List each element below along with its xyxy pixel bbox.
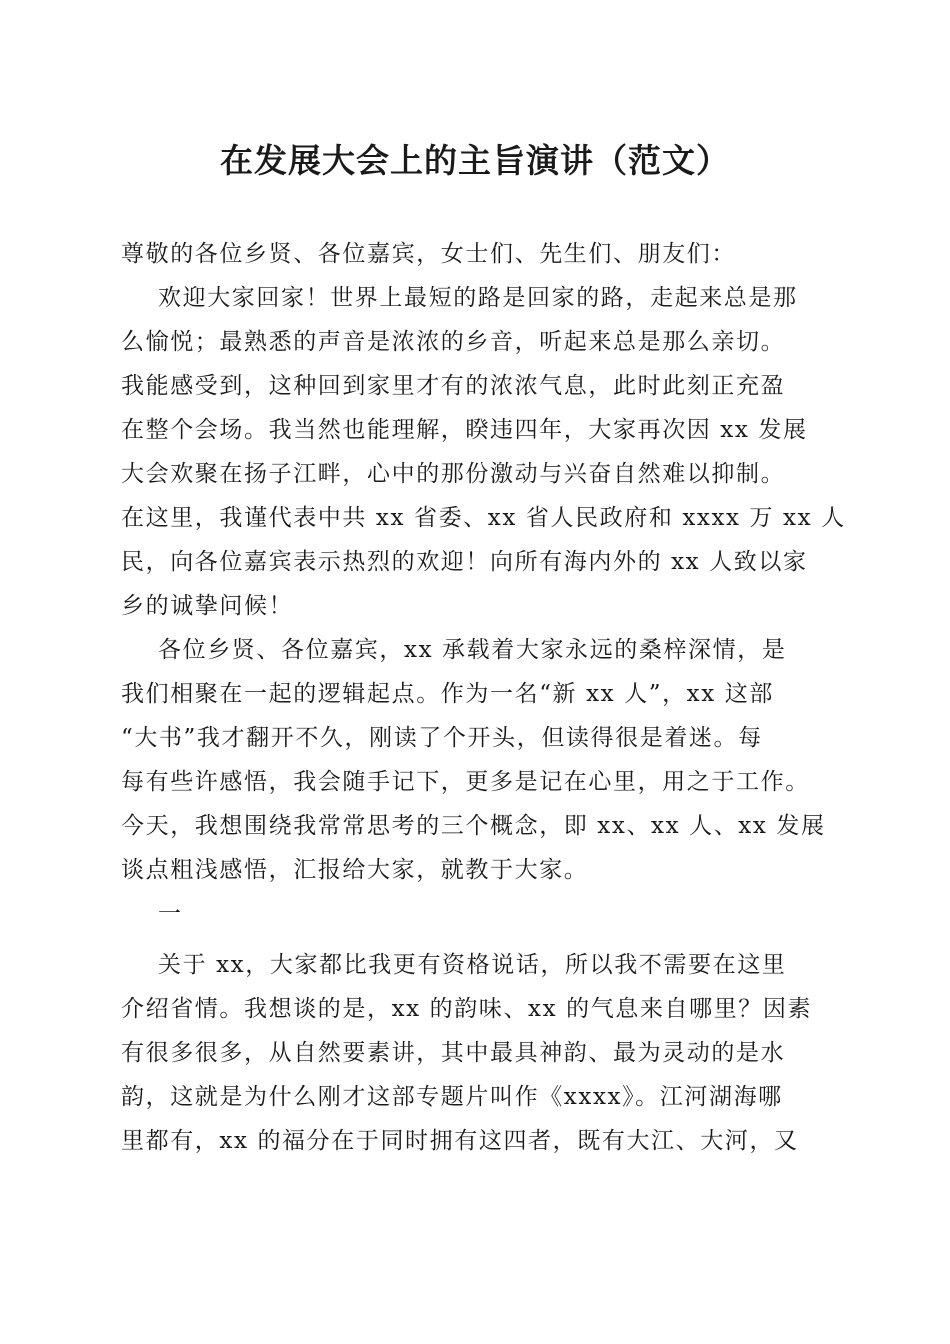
paragraph-line: 关于 xx，大家都比我更有资格说话，所以我不需要在这里 bbox=[158, 952, 787, 978]
paragraph-line: 今天，我想围绕我常常思考的三个概念，即 xx、xx 人、xx 发展 bbox=[121, 813, 826, 839]
paragraph-reading bbox=[121, 628, 833, 892]
salutation: 尊敬的各位乡贤、各位嘉宾，女士们、先生们、朋友们： bbox=[121, 241, 736, 267]
paragraph-line: 民，向各位嘉宾表示热烈的欢迎！向所有海内外的 xx 人致以家 bbox=[121, 549, 808, 575]
paragraph-line: 里都有，xx 的福分在于同时拥有这四者，既有大江、大河，又 bbox=[121, 1128, 799, 1154]
paragraph-line: “大书”我才翻开不久，刚读了个开头，但读得很是着迷。每 bbox=[121, 725, 763, 751]
document-title: 在发展大会上的主旨演讲（范文） bbox=[220, 141, 730, 180]
document-body bbox=[121, 232, 846, 1163]
paragraph-line: 在这里，我谨代表中共 xx 省委、xx 省人民政府和 xxxx 万 xx 人 bbox=[121, 505, 846, 531]
paragraph-line: 欢迎大家回家！世界上最短的路是回家的路，走起来总是那 bbox=[158, 285, 798, 311]
paragraph-line: 乡的诚挚问候！ bbox=[121, 593, 294, 619]
paragraph-welcome bbox=[121, 276, 846, 628]
paragraph-line: 么愉悦；最熟悉的声音是浓浓的乡音，听起来总是那么亲切。 bbox=[121, 329, 786, 355]
section-heading: 一 bbox=[158, 901, 183, 927]
paragraph-line: 韵，这就是为什么刚才这部专题片叫作《xxxx》。江河湖海哪 bbox=[121, 1084, 783, 1110]
paragraph-line: 各位乡贤、各位嘉宾，xx 承载着大家永远的桑梓深情，是 bbox=[158, 637, 787, 663]
paragraph-line: 每有些许感悟，我会随手记下，更多是记在心里，用之于工作。 bbox=[121, 769, 810, 795]
paragraph-section-one bbox=[121, 943, 833, 1163]
paragraph-line: 我能感受到，这种回到家里才有的浓浓气息，此时此刻正充盈 bbox=[121, 373, 786, 399]
paragraph-line: 有很多很多，从自然要素讲，其中最具神韵、最为灵动的是水 bbox=[121, 1040, 786, 1066]
paragraph-line: 在整个会场。我当然也能理解，睽违四年，大家再次因 xx 发展 bbox=[121, 417, 808, 443]
paragraph-line: 我们相聚在一起的逻辑起点。作为一名“新 xx 人”，xx 这部 bbox=[121, 681, 774, 707]
paragraph-line: 介绍省情。我想谈的是，xx 的韵味、xx 的气息来自哪里？因素 bbox=[121, 996, 813, 1022]
paragraph-line: 谈点粗浅感悟，汇报给大家，就教于大家。 bbox=[121, 857, 589, 883]
paragraph-line: 大会欢聚在扬子江畔，心中的那份激动与兴奋自然难以抑制。 bbox=[121, 461, 786, 487]
